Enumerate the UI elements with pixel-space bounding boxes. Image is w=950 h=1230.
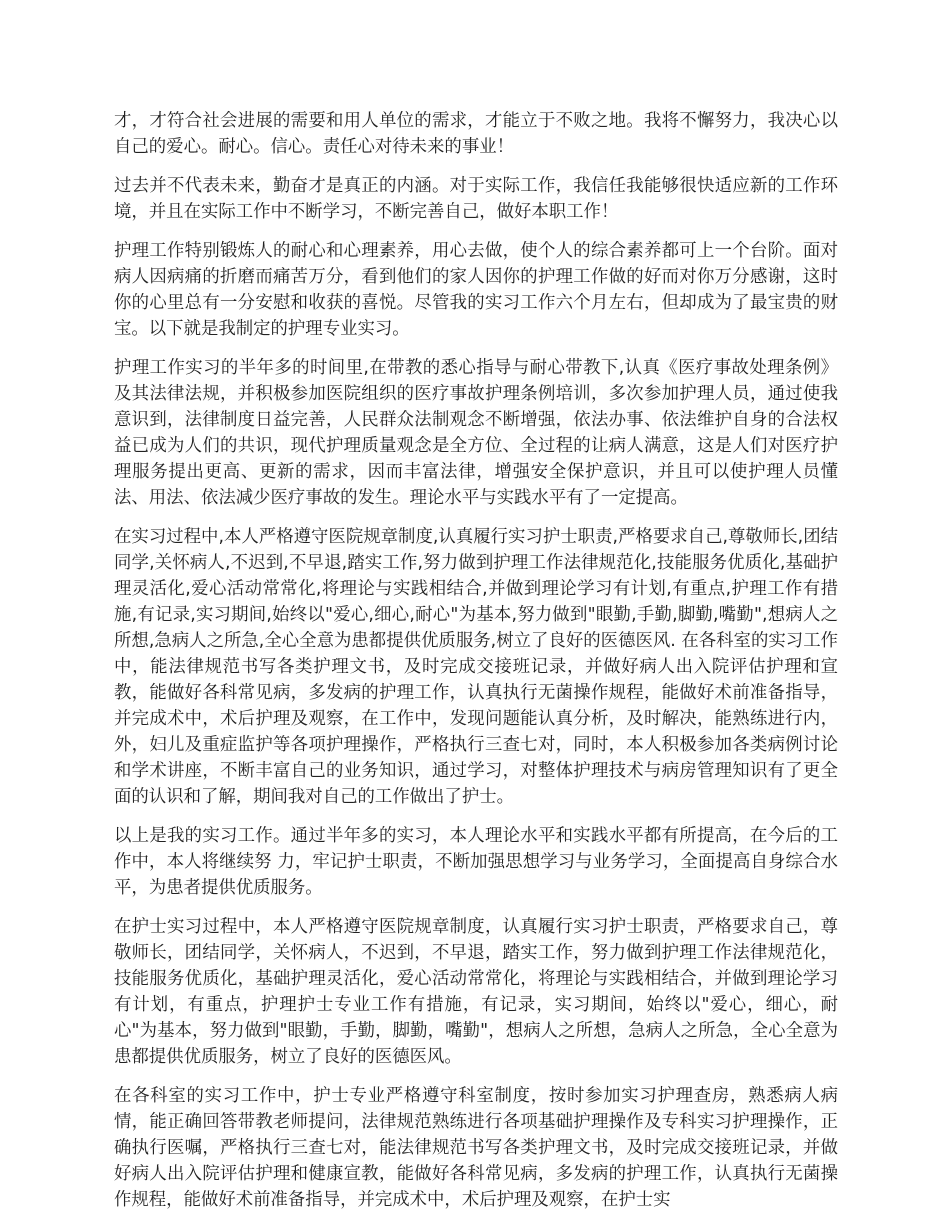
paragraph-6: 以上是我的实习工作。通过半年多的实习，本人理论水平和实践水平都有所提高，在今后的工作中，本人将继续努 力，牢记护士职责，不断加强思想学习与业务学习，全面提高自身综合水平，为患者提供优质服务。 bbox=[114, 826, 838, 898]
paragraph-7: 在护士实习过程中，本人严格遵守医院规章制度，认真履行实习护士职责，严格要求自己，尊敬师长，团结同学，关怀病人，不迟到，不早退，踏实工作，努力做到护理工作法律规范化，技能服务优质化，基础护理灵活化，爱心活动常常化，将理论与实践相结合，并做到理论学习有计划，有重点，护理护士专业工作有措施，有记录，实习期间，始终以"爱心，细心，耐心"为基本，努力做到"眼勤，手勤，脚勤，嘴勤"，想病人之所想，急病人之所急，全心全意为患都提供优质服务，树立了良好的医德医风。 bbox=[114, 917, 838, 1067]
paragraph-8: 在各科室的实习工作中，护士专业严格遵守科室制度，按时参加实习护理查房，熟悉病人病情，能正确回答带教老师提问，法律规范熟练进行各项基础护理操作及专科实习护理操作，正确执行医嘱，严格执行三查七对，能法律规范书写各类护理文书，及时完成交接班记录，并做好病人出入院评估护理和健康宣教，能做好各科常见病，多发病的护理工作，认真执行无菌操作规程，能做好术前准备指导，并完成术中，术后护理及观察，在护士实 bbox=[114, 1086, 838, 1210]
paragraph-5: 在实习过程中,本人严格遵守医院规章制度,认真履行实习护士职责,严格要求自己,尊敬师长,团结同学,关怀病人,不迟到,不早退,踏实工作,努力做到护理工作法律规范化,技能服务优质化,基础护理灵活化,爱心活动常常化,将理论与实践相结合,并做到理论学习有计划,有重点,护理工作有措施,有记录,实习期间,始终以"爱心,细心,耐心"为基本,努力做到"眼勤,手勤,脚勤,嘴勤",想病人之所想,急病人之所急,全心全意为患都提供优质服务,树立了良好的医德医风. 在各科室的实习工作中，能法律规范书写各类护理文书，及时完成交接班记录，并做好病人出入院评估护理和宣教，能做好各科常见病，多发病的护理工作，认真执行无菌操作规程，能做好术前准备指导，并完成术中，术后护理及观察，在工作中，发现问题能认真分析，及时解决，能熟练进行内，外，妇儿及重症监护等各项护理操作，严格执行三查七对，同时，本人积极参加各类病例讨论和学术讲座，不断丰富自己的业务知识，通过学习，对整体护理技术与病房管理知识有了更全面的认识和了解，期间我对自己的工作做出了护士。 bbox=[114, 527, 838, 807]
document-body bbox=[114, 108, 838, 1226]
paragraph-2: 过去并不代表未来，勤奋才是真正的内涵。对于实际工作，我信任我能够很快适应新的工作环境，并且在实际工作中不断学习，不断完善自己，做好本职工作！ bbox=[114, 176, 838, 222]
paragraph-3: 护理工作特别锻炼人的耐心和心理素养，用心去做，使个人的综合素养都可上一个台阶。面对病人因病痛的折磨而痛苦万分，看到他们的家人因你的护理工作做的好而对你万分感谢，这时你的心里总有一分安慰和收获的喜悦。尽管我的实习工作六个月左右，但却成为了最宝贵的财宝。以下就是我制定的护理专业实习。 bbox=[114, 241, 838, 339]
paragraph-4: 护理工作实习的半年多的时间里,在带教的悉心指导与耐心带教下,认真《医疗事故处理条例》及其法律法规，并积极参加医院组织的医疗事故护理条例培训，多次参加护理人员，通过使我意识到，法律制度日益完善，人民群众法制观念不断增强，依法办事、依法维护自身的合法权益已成为人们的共识，现代护理质量观念是全方位、全过程的让病人满意，这是人们对医疗护理服务提出更高、更新的需求，因而丰富法律，增强安全保护意识，并且可以使护理人员懂法、用法、依法减少医疗事故的发生。理论水平与实践水平有了一定提高。 bbox=[114, 358, 838, 508]
paragraph-1: 才，才符合社会进展的需要和用人单位的需求，才能立于不败之地。我将不懈努力，我决心以自己的爱心。耐心。信心。责任心对待未来的事业！ bbox=[114, 111, 838, 157]
